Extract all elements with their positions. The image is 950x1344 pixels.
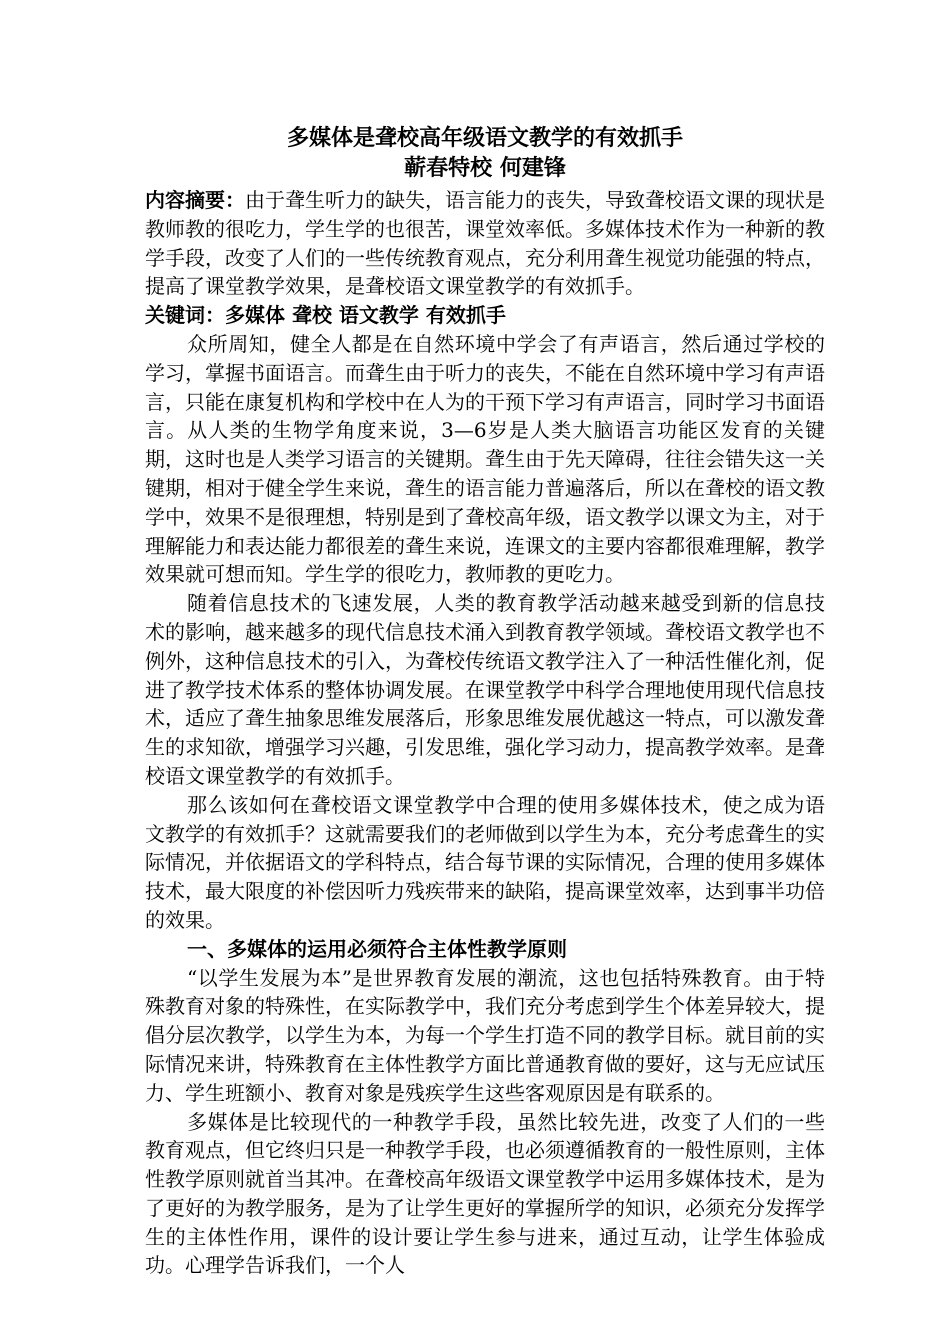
document-page (145, 124, 825, 1280)
abstract-text: 由于聋生听力的缺失，语言能力的丧失，导致聋校语文课的现状是教师教的很吃力，学生学的也很苦，课堂效率低。多媒体技术作为一种新的教学手段，改变了人们的一些传统教育观点，充分利用聋生视觉功能强的特点，提高了课堂教学效果，是聋校语文课堂教学的有效抓手。 (145, 188, 825, 299)
abstract (145, 186, 825, 301)
body-paragraph: “以学生发展为本”是世界教育发展的潮流，这也包括特殊教育。由于特殊教育对象的特殊性，在实际教学中，我们充分考虑到学生个体差异较大，提倡分层次教学，以学生为本，为每一个学生打造不同的教学目标。就目前的实际情况来讲，特殊教育在主体性教学方面比普通教育做的要好，这与无应试压力、学生班额小、教育对象是残疾学生这些客观原因是有联系的。 (145, 965, 825, 1105)
document-title: 多媒体是聋校高年级语文教学的有效抓手 (286, 126, 683, 151)
body-paragraph: 众所周知，健全人都是在自然环境中学会了有声语言，然后通过学校的学习，掌握书面语言。而聋生由于听力的丧失，不能在自然环境中学习有声语言，只能在康复机构和学校中在人为的干预下学习有声语言，同时学习书面语言。从人类的生物学角度来说，3—6岁是人类大脑语言功能区发育的关键期，这时也是人类学习语言的关键期。聋生由于先天障碍，往往会错失这一关键期，相对于健全学生来说，聋生的语言能力普遍落后，所以在聋校的语文教学中，效果不是很理想，特别是到了聋校高年级，语文教学以课文为主，对于理解能力和表达能力都很差的聋生来说，连课文的主要内容都很难理解，教学效果就可想而知。学生学的很吃力，教师教的更吃力。 (145, 331, 825, 587)
body-paragraph: 多媒体是比较现代的一种教学手段，虽然比较先进，改变了人们的一些教育观点，但它终归只是一种教学手段，也必须遵循教育的一般性原则，主体性教学原则就首当其冲。在聋校高年级语文课堂教学中运用多媒体技术，是为了更好的为教学服务，是为了让学生更好的掌握所学的知识，必须充分发挥学生的主体性作用，课件的设计要让学生参与进来，通过互动，让学生体验成功。心理学告诉我们，一个人 (145, 1109, 825, 1278)
body-paragraph: 随着信息技术的飞速发展，人类的教育教学活动越来越受到新的信息技术的影响，越来越多的现代信息技术涌入到教育教学领域。聋校语文教学也不例外，这种信息技术的引入，为聋校传统语文教学注入了一种活性催化剂，促进了教学技术体系的整体协调发展。在课堂教学中科学合理地使用现代信息技术，适应了聋生抽象思维发展落后，形象思维发展优越这一特点，可以激发聋生的求知欲，增强学习兴趣，引发思维，强化学习动力，提高教学效率。是聋校语文课堂教学的有效抓手。 (145, 591, 825, 788)
document-author: 蕲春特校 何建锋 (404, 156, 566, 181)
section-heading: 一、多媒体的运用必须符合主体性教学原则 (187, 936, 567, 961)
abstract-label: 内容摘要： (145, 188, 245, 212)
keywords: 关键词：多媒体 聋校 语文教学 有效抓手 (145, 303, 506, 328)
body-paragraph: 那么该如何在聋校语文课堂教学中合理的使用多媒体技术，使之成为语文教学的有效抓手？这就需要我们的老师做到以学生为本，充分考虑聋生的实际情况，并依据语文的学科特点，结合每节课的实际情况，合理的使用多媒体技术，最大限度的补偿因听力残疾带来的缺陷，提高课堂效率，达到事半功倍的效果。 (145, 792, 825, 932)
